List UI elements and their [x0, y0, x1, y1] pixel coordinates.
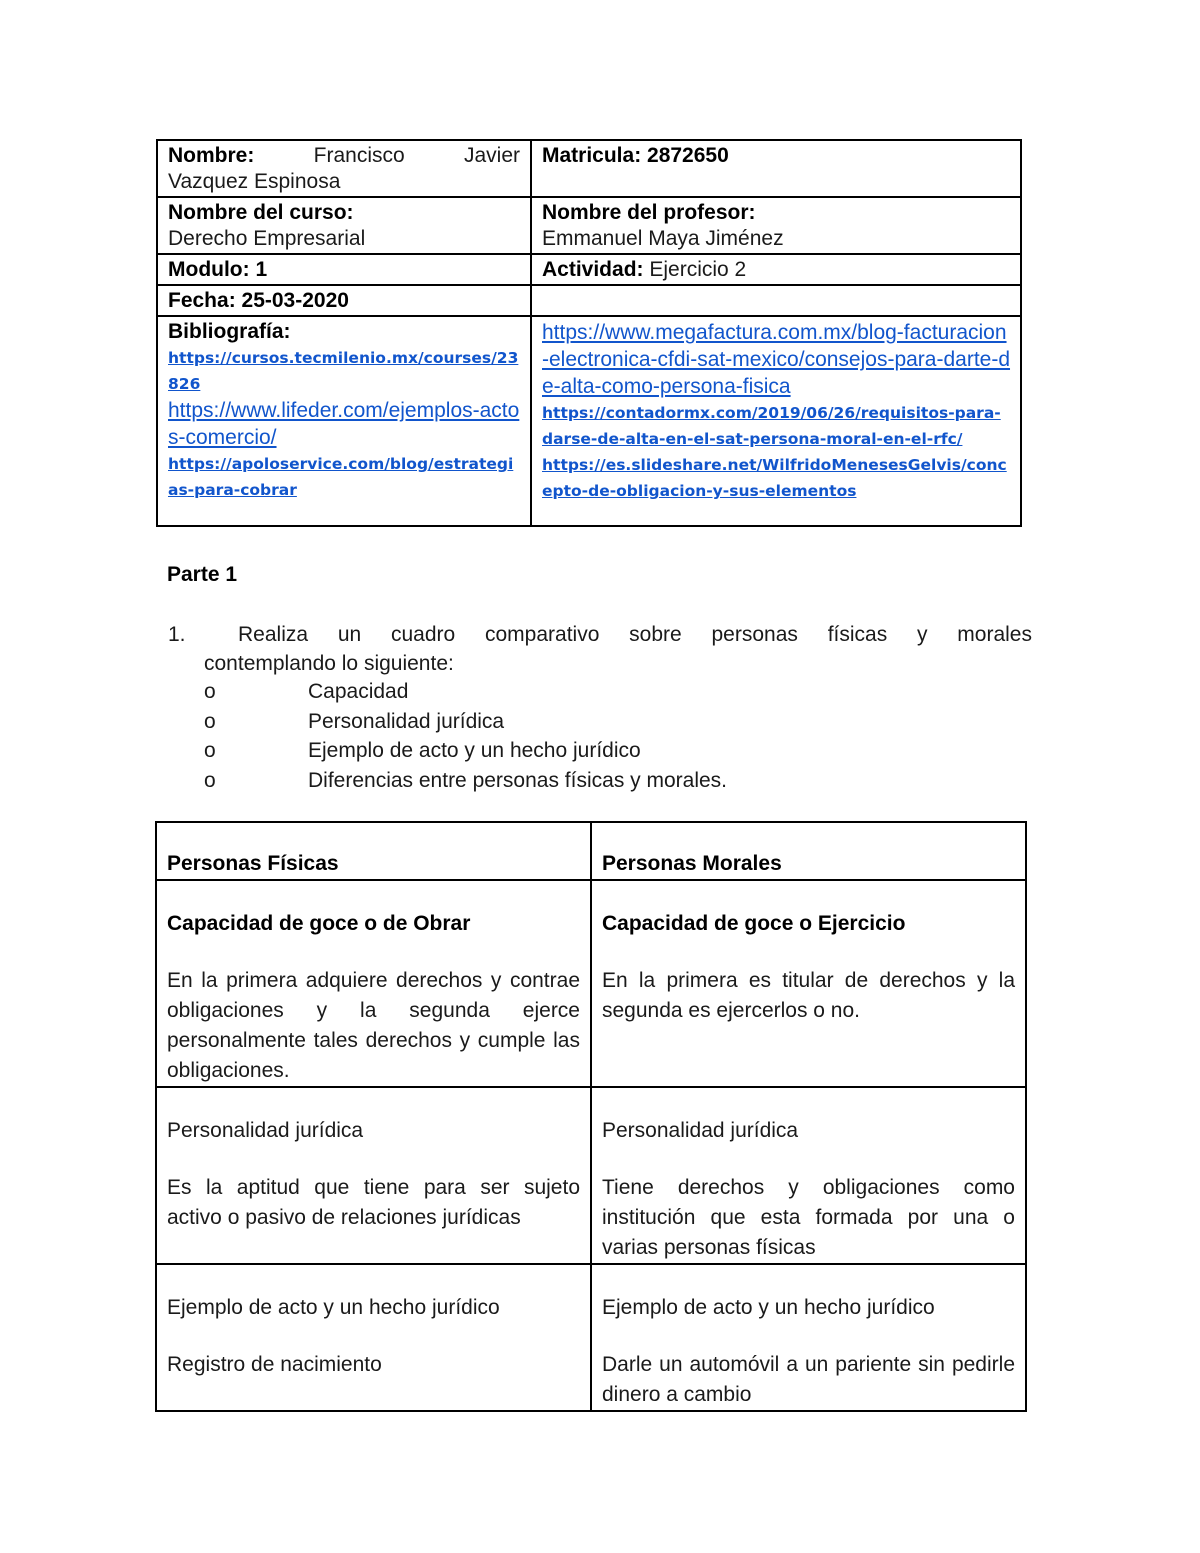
- bibliography-link-tecmilenio[interactable]: https://cursos.tecmilenio.mx/courses/23826: [168, 349, 519, 393]
- cell-title: Ejemplo de acto y un hecho jurídico: [602, 1296, 935, 1319]
- module-cell: [157, 254, 531, 285]
- cell-fisicas-capacidad: [156, 880, 591, 1087]
- student-name-cell: [157, 140, 531, 197]
- date-text: Fecha: 25-03-2020: [168, 289, 349, 312]
- cell-morales-ejemplo: [591, 1264, 1026, 1411]
- professor-value: Emmanuel Maya Jiménez: [542, 227, 784, 250]
- bullet-text: Capacidad: [308, 680, 409, 703]
- date-cell: [157, 285, 531, 316]
- bibliography-link-apoloservice[interactable]: https://apoloservice.com/blog/estrategias-para-cobrar: [168, 455, 514, 499]
- cell-morales-personalidad: [591, 1087, 1026, 1264]
- table-row: [156, 880, 1026, 1087]
- section-title: Parte 1: [167, 563, 238, 586]
- table-row: [156, 1087, 1026, 1264]
- cell-text: Es la aptitud que tiene para ser sujeto activo o pasivo de relaciones jurídicas: [167, 1176, 580, 1229]
- bibliography-link-lifeder[interactable]: https://www.lifeder.com/ejemplos-actos-comercio/: [168, 399, 520, 449]
- question-line-2: contemplando lo siguiente:: [204, 652, 454, 675]
- course-label: Nombre del curso:: [168, 201, 354, 224]
- activity-label: Actividad:: [542, 258, 644, 281]
- bibliography-label: Bibliografía:: [168, 320, 291, 343]
- header-personas-morales: [591, 822, 1026, 880]
- cell-title: Capacidad de goce o Ejercicio: [602, 912, 906, 935]
- cell-title: Personalidad jurídica: [602, 1119, 799, 1142]
- cell-text: Tiene derechos y obligaciones como institución que esta formada por una o varias personas físicas: [602, 1176, 1015, 1259]
- cell-title: Ejemplo de acto y un hecho jurídico: [167, 1296, 500, 1319]
- cell-fisicas-personalidad: [156, 1087, 591, 1264]
- matricula-cell: [531, 140, 1021, 197]
- cell-title: Capacidad de goce o de Obrar: [167, 912, 471, 935]
- bibliography-link-contadormx[interactable]: https://contadormx.com/2019/06/26/requisitos-para-darse-de-alta-en-el-sat-persona-moral-en-el-rfc/: [542, 404, 1001, 448]
- list-item: [204, 766, 727, 796]
- bullet-list: [204, 677, 727, 795]
- module-text: Modulo: 1: [168, 258, 268, 281]
- student-name-line: [168, 143, 520, 169]
- cell-text: En la primera adquiere derechos y contrae obligaciones y la segunda ejerce personalmente tales derechos y cumple las obligaciones.: [167, 969, 580, 1082]
- student-first-name: Francisco: [313, 144, 405, 167]
- course-cell: [157, 197, 531, 254]
- student-info-table: [156, 139, 1022, 527]
- bullet-icon: o: [204, 768, 216, 792]
- cell-text: Registro de nacimiento: [167, 1353, 382, 1376]
- question-line-1: Realiza un cuadro comparativo sobre personas físicas y morales: [238, 623, 1032, 646]
- course-value: Derecho Empresarial: [168, 227, 366, 250]
- cell-morales-capacidad: [591, 880, 1026, 1087]
- question-block: [168, 620, 1032, 678]
- activity-cell: [531, 254, 1021, 285]
- bibliography-left-cell: [157, 316, 531, 526]
- empty-cell: [531, 285, 1021, 316]
- professor-cell: [531, 197, 1021, 254]
- matricula-text: Matricula: 2872650: [542, 144, 729, 167]
- cell-fisicas-ejemplo: [156, 1264, 591, 1411]
- list-item: [204, 677, 727, 707]
- list-item: [204, 736, 727, 766]
- bibliography-right-cell: [531, 316, 1021, 526]
- bullet-text: Ejemplo de acto y un hecho jurídico: [308, 739, 641, 762]
- activity-value: Ejercicio 2: [643, 258, 747, 281]
- header-text: Personas Morales: [602, 852, 782, 875]
- cell-text: Darle un automóvil a un pariente sin pedirle dinero a cambio: [602, 1353, 1015, 1406]
- cell-text: En la primera es titular de derechos y la segunda es ejercerlos o no.: [602, 969, 1015, 1022]
- question-number: 1.: [168, 623, 186, 646]
- table-row: [156, 1264, 1026, 1411]
- bullet-icon: o: [204, 739, 216, 762]
- bibliography-link-megafactura[interactable]: https://www.megafactura.com.mx/blog-facturacion-electronica-cfdi-sat-mexico/consejos-para-darte-de-alta-como-persona-fisica: [542, 321, 1011, 398]
- bullet-icon: o: [204, 680, 216, 703]
- header-personas-fisicas: [156, 822, 591, 880]
- bullet-text: Personalidad jurídica: [308, 709, 505, 733]
- student-name-label: Nombre:: [168, 144, 255, 167]
- student-last-name: Vazquez Espinosa: [168, 170, 341, 193]
- bibliography-link-slideshare[interactable]: https://es.slideshare.net/WilfridoMenesesGelvis/concepto-de-obligacion-y-sus-elementos: [542, 456, 1007, 500]
- bullet-text: Diferencias entre personas físicas y morales.: [308, 768, 728, 792]
- comparison-table: [155, 821, 1027, 1412]
- list-item: [204, 707, 727, 737]
- header-text: Personas Físicas: [167, 852, 339, 875]
- cell-title: Personalidad jurídica: [167, 1119, 364, 1142]
- professor-label: Nombre del profesor:: [542, 201, 756, 224]
- student-middle-name: Javier: [463, 144, 520, 167]
- bullet-icon: o: [204, 709, 216, 733]
